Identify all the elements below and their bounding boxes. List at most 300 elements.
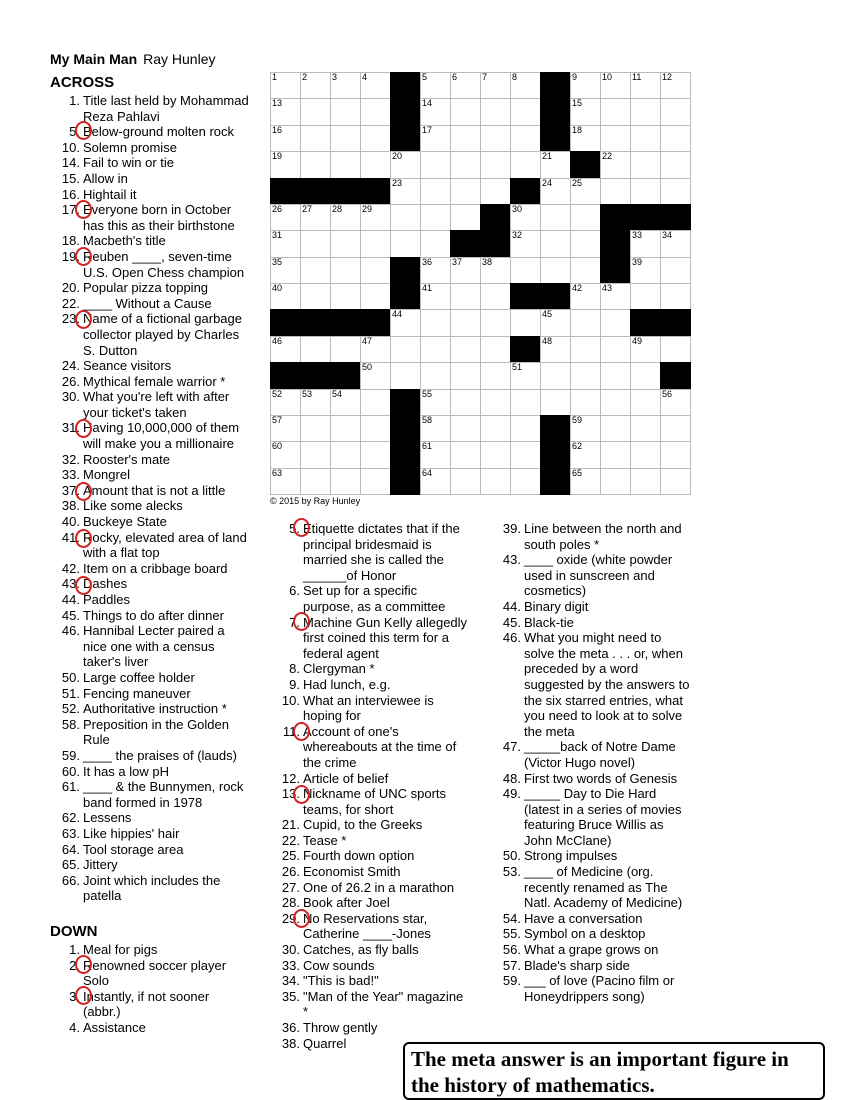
grid-cell[interactable] — [450, 283, 481, 310]
clue-line: "Man of the Year" magazine — [303, 988, 464, 1004]
down-clue — [270, 817, 492, 833]
clue-line: the meta — [524, 723, 575, 739]
cell-number: 33 — [632, 230, 643, 241]
grid-cell[interactable] — [360, 389, 391, 416]
grid-cell[interactable] — [630, 283, 661, 310]
grid-cell[interactable] — [480, 98, 511, 125]
grid-cell[interactable] — [660, 336, 691, 363]
grid-cell[interactable] — [510, 257, 541, 284]
clue-text — [303, 693, 492, 724]
grid-cell[interactable] — [270, 441, 301, 468]
grid-cell[interactable] — [480, 257, 511, 284]
grid-cell[interactable] — [480, 389, 511, 416]
across-clue — [50, 686, 268, 702]
clue-line: Macbeth's title — [83, 233, 166, 249]
clue-number: 62. — [61, 810, 80, 826]
clue-number: 42. — [61, 560, 80, 576]
grid-cell[interactable] — [360, 441, 391, 468]
clue-line: What a grape grows on — [524, 942, 659, 958]
grid-cell[interactable] — [630, 362, 661, 389]
grid-cell[interactable] — [480, 125, 511, 152]
grid-cell[interactable] — [660, 230, 691, 257]
clue-line: Throw gently — [303, 1020, 378, 1035]
clue-number: 50. — [502, 848, 521, 864]
grid-cell[interactable] — [420, 415, 451, 442]
grid-cell[interactable] — [270, 125, 301, 152]
grid-cell[interactable] — [270, 151, 301, 178]
grid-cell[interactable] — [420, 151, 451, 178]
grid-cell[interactable] — [510, 415, 541, 442]
grid-cell[interactable] — [480, 309, 511, 336]
grid-cell[interactable] — [450, 151, 481, 178]
clue-line: ____ & the Bunnymen, rock — [83, 779, 244, 795]
clue-text — [303, 864, 492, 880]
grid-cell[interactable] — [420, 257, 451, 284]
grid-cell[interactable] — [480, 468, 511, 495]
clue-text — [83, 420, 268, 451]
clue-number: 54. — [502, 910, 521, 926]
grid-cell[interactable] — [330, 336, 361, 363]
grid-cell[interactable] — [570, 468, 601, 495]
grid-cell[interactable] — [360, 468, 391, 495]
down-clue — [491, 552, 711, 599]
grid-cell[interactable] — [540, 151, 571, 178]
clue-line: solve the meta . . . or, when — [524, 645, 683, 661]
grid-cell[interactable] — [420, 283, 451, 310]
clue-text — [524, 630, 711, 739]
clue-text — [83, 140, 268, 156]
clue-line: federal agent — [303, 645, 379, 661]
clue-number: 4. — [69, 1019, 80, 1035]
cell-number: 1 — [272, 72, 278, 82]
grid-cell[interactable] — [390, 230, 421, 257]
grid-cell[interactable] — [300, 72, 331, 99]
down-clue — [491, 864, 711, 911]
grid-cell[interactable] — [480, 72, 511, 99]
clue-line: Binary digit — [524, 598, 589, 614]
grid-cell[interactable] — [360, 336, 391, 363]
grid-cell[interactable] — [450, 204, 481, 231]
clue-line: Preposition in the Golden — [83, 716, 229, 732]
clue-line: purpose, as a committee — [303, 598, 446, 614]
grid-cell[interactable] — [630, 415, 661, 442]
clue-text — [303, 895, 492, 911]
grid-cell[interactable] — [330, 125, 361, 152]
cell-number: 29 — [362, 203, 373, 214]
grid-cell[interactable] — [300, 204, 331, 231]
grid-cell[interactable] — [420, 389, 451, 416]
grid-cell[interactable] — [360, 283, 391, 310]
across-clue — [50, 452, 268, 468]
grid-cell[interactable] — [300, 336, 331, 363]
grid-cell[interactable] — [600, 309, 631, 336]
grid-cell[interactable] — [570, 336, 601, 363]
grid-cell[interactable] — [270, 468, 301, 495]
grid-cell[interactable] — [480, 283, 511, 310]
grid-cell[interactable] — [270, 389, 301, 416]
grid-cell[interactable] — [300, 283, 331, 310]
grid-cell[interactable] — [480, 415, 511, 442]
grid-cell[interactable] — [540, 309, 571, 336]
clue-line: teams, for short — [303, 801, 394, 817]
grid-cell[interactable] — [600, 125, 631, 152]
grid-cell[interactable] — [630, 257, 661, 284]
grid-cell[interactable] — [450, 257, 481, 284]
grid-cell[interactable] — [540, 204, 571, 231]
grid-cell[interactable] — [630, 230, 661, 257]
grid-cell[interactable] — [270, 230, 301, 257]
grid-cell[interactable] — [510, 204, 541, 231]
clue-text — [83, 826, 268, 842]
grid-cell[interactable] — [420, 230, 451, 257]
grid-cell[interactable] — [540, 389, 571, 416]
grid-cell[interactable] — [360, 125, 391, 152]
clue-line: Catherine ____-Jones — [303, 926, 431, 942]
grid-cell[interactable] — [570, 362, 601, 389]
clue-text — [83, 958, 268, 989]
cell-number: 32 — [512, 230, 523, 241]
clue-number: 8. — [289, 661, 300, 677]
grid-cell[interactable] — [360, 230, 391, 257]
clue-line: Rooster's mate — [83, 451, 171, 467]
clue-number: 63. — [61, 825, 80, 841]
grid-cell[interactable] — [600, 72, 631, 99]
meta-answer-note: The meta answer is an important figure in the history of mathematics. — [403, 1042, 825, 1100]
clue-text — [83, 530, 268, 561]
grid-cell[interactable] — [510, 441, 541, 468]
grid-cell[interactable] — [630, 389, 661, 416]
clue-text — [303, 771, 492, 787]
grid-cell[interactable] — [420, 125, 451, 152]
grid-cell[interactable] — [540, 336, 571, 363]
grid-cell[interactable] — [540, 178, 571, 205]
clue-line: Set up for a specific — [303, 583, 418, 599]
grid-cell[interactable] — [660, 72, 691, 99]
clue-number: 20. — [61, 280, 80, 296]
grid-cell[interactable] — [630, 441, 661, 468]
grid-cell[interactable] — [450, 98, 481, 125]
grid-cell[interactable] — [300, 389, 331, 416]
clue-number: 3. — [69, 988, 80, 1004]
grid-cell[interactable] — [330, 151, 361, 178]
grid-cell[interactable] — [360, 204, 391, 231]
grid-cell[interactable] — [600, 98, 631, 125]
clue-text — [83, 202, 268, 233]
clue-number: 13. — [281, 786, 300, 802]
grid-cell[interactable] — [600, 362, 631, 389]
clue-number: 46. — [61, 623, 80, 639]
grid-cell[interactable] — [570, 72, 601, 99]
cell-number: 45 — [542, 309, 553, 320]
grid-cell[interactable] — [420, 178, 451, 205]
grid-cell[interactable] — [300, 125, 331, 152]
grid-cell[interactable] — [270, 98, 301, 125]
grid-cell[interactable] — [600, 151, 631, 178]
clue-text — [303, 615, 492, 662]
grid-cell[interactable] — [390, 309, 421, 336]
block-cell — [330, 362, 361, 389]
grid-cell[interactable] — [570, 257, 601, 284]
down-clue-list-3 — [491, 521, 711, 1004]
grid-cell[interactable] — [510, 468, 541, 495]
grid-cell[interactable] — [660, 468, 691, 495]
grid-cell[interactable] — [660, 178, 691, 205]
grid-cell[interactable] — [480, 441, 511, 468]
cell-number: 63 — [272, 467, 283, 478]
cell-number: 19 — [272, 151, 283, 162]
grid-cell[interactable] — [330, 257, 361, 284]
clue-line: Amount that is not a little — [83, 482, 226, 498]
grid-cell[interactable] — [450, 125, 481, 152]
grid-cell[interactable] — [630, 125, 661, 152]
cell-number: 58 — [422, 414, 433, 425]
grid-cell[interactable] — [270, 415, 301, 442]
clue-text — [83, 873, 268, 904]
grid-cell[interactable] — [300, 151, 331, 178]
clue-number: 37. — [61, 482, 80, 498]
cell-number: 38 — [482, 256, 493, 267]
across-clue — [50, 764, 268, 780]
grid-cell[interactable] — [630, 336, 661, 363]
block-cell — [390, 125, 421, 152]
grid-cell[interactable] — [420, 362, 451, 389]
clue-text — [524, 599, 711, 615]
clue-line: has this as their birthstone — [83, 217, 235, 233]
grid-cell[interactable] — [300, 257, 331, 284]
grid-cell[interactable] — [600, 336, 631, 363]
grid-cell[interactable] — [480, 178, 511, 205]
clue-text — [83, 561, 268, 577]
grid-cell[interactable] — [360, 151, 391, 178]
clue-line: Having 10,000,000 of them — [83, 420, 240, 436]
clue-line: Natl. Academy of Medicine) — [524, 895, 683, 911]
grid-cell[interactable] — [270, 257, 301, 284]
grid-cell[interactable] — [660, 283, 691, 310]
grid-cell[interactable] — [390, 204, 421, 231]
grid-cell[interactable] — [450, 309, 481, 336]
puzzle-name: My Main Man — [50, 51, 138, 67]
grid-cell[interactable] — [510, 309, 541, 336]
clue-line: married she is called the — [303, 552, 444, 568]
clue-line: taker's liver — [83, 654, 149, 670]
clue-line: Cow sounds — [303, 957, 375, 973]
clue-text — [83, 608, 268, 624]
clue-text — [83, 93, 268, 124]
clue-text — [524, 958, 711, 974]
red-circle-mark — [293, 785, 310, 804]
clue-text — [83, 810, 268, 826]
grid-cell[interactable] — [600, 178, 631, 205]
grid-cell[interactable] — [360, 98, 391, 125]
grid-cell[interactable] — [450, 362, 481, 389]
grid-cell[interactable] — [450, 72, 481, 99]
grid-cell[interactable] — [480, 151, 511, 178]
grid-cell[interactable] — [630, 468, 661, 495]
grid-cell[interactable] — [630, 151, 661, 178]
grid-cell[interactable] — [660, 125, 691, 152]
clue-line: ____ oxide (white powder — [524, 552, 673, 568]
grid-cell[interactable] — [330, 468, 361, 495]
grid-cell[interactable] — [450, 389, 481, 416]
grid-cell[interactable] — [570, 389, 601, 416]
grid-cell[interactable] — [570, 98, 601, 125]
grid-cell[interactable] — [630, 98, 661, 125]
grid-cell[interactable] — [390, 336, 421, 363]
grid-cell[interactable] — [360, 72, 391, 99]
clue-line: John McClane) — [524, 832, 612, 848]
cell-number: 53 — [302, 388, 313, 399]
grid-cell[interactable] — [510, 98, 541, 125]
down-clue — [270, 973, 492, 989]
grid-cell[interactable] — [390, 362, 421, 389]
grid-cell[interactable] — [540, 362, 571, 389]
grid-cell[interactable] — [360, 257, 391, 284]
grid-cell[interactable] — [570, 230, 601, 257]
grid-cell[interactable] — [300, 230, 331, 257]
grid-cell[interactable] — [570, 204, 601, 231]
grid-cell[interactable] — [450, 415, 481, 442]
grid-cell[interactable] — [600, 441, 631, 468]
clue-text — [524, 848, 711, 864]
clue-line: collector played by Charles — [83, 326, 240, 342]
grid-cell[interactable] — [510, 151, 541, 178]
clue-line: patella — [83, 888, 122, 904]
grid-cell[interactable] — [270, 336, 301, 363]
clue-text — [83, 155, 268, 171]
down-clue — [270, 880, 492, 896]
grid-cell[interactable] — [420, 98, 451, 125]
block-cell — [540, 283, 571, 310]
clue-text — [83, 623, 268, 670]
across-clue — [50, 608, 268, 624]
grid-cell[interactable] — [600, 283, 631, 310]
across-clue — [50, 623, 268, 670]
grid-cell[interactable] — [480, 336, 511, 363]
grid-cell[interactable] — [660, 98, 691, 125]
grid-cell[interactable] — [510, 230, 541, 257]
grid-cell[interactable] — [330, 283, 361, 310]
clue-line: Fencing maneuver — [83, 685, 191, 701]
grid-cell[interactable] — [300, 415, 331, 442]
grid-cell[interactable] — [600, 468, 631, 495]
grid-cell[interactable] — [510, 125, 541, 152]
cell-number: 27 — [302, 203, 313, 214]
grid-cell[interactable] — [420, 441, 451, 468]
clue-number: 49. — [502, 786, 521, 802]
clue-number: 58. — [61, 716, 80, 732]
clue-number: 5. — [289, 521, 300, 536]
grid-cell[interactable] — [450, 441, 481, 468]
grid-cell[interactable] — [600, 389, 631, 416]
grid-cell[interactable] — [660, 257, 691, 284]
grid-cell[interactable] — [420, 336, 451, 363]
grid-cell[interactable] — [300, 468, 331, 495]
grid-cell[interactable] — [510, 362, 541, 389]
clue-text — [83, 989, 268, 1020]
grid-cell[interactable] — [330, 204, 361, 231]
clue-line: band formed in 1978 — [83, 794, 203, 810]
grid-cell[interactable] — [660, 441, 691, 468]
grid-cell[interactable] — [450, 336, 481, 363]
grid-cell[interactable] — [510, 389, 541, 416]
clue-text — [303, 1020, 492, 1036]
clue-line: Hightail it — [83, 186, 137, 202]
block-cell — [600, 257, 631, 284]
puzzle-title — [50, 51, 216, 67]
grid-cell[interactable] — [390, 178, 421, 205]
grid-cell[interactable] — [660, 415, 691, 442]
grid-cell[interactable] — [570, 178, 601, 205]
grid-cell[interactable] — [420, 309, 451, 336]
grid-cell[interactable] — [330, 415, 361, 442]
grid-cell[interactable] — [270, 204, 301, 231]
clue-number: 43. — [61, 576, 80, 592]
grid-cell[interactable] — [270, 283, 301, 310]
cell-number: 6 — [452, 72, 458, 82]
grid-cell[interactable] — [570, 441, 601, 468]
clue-line: Like hippies' hair — [83, 825, 180, 841]
grid-cell[interactable] — [420, 204, 451, 231]
clue-line: nice one with a census — [83, 638, 215, 654]
grid-cell[interactable] — [330, 72, 361, 99]
clue-text — [83, 374, 268, 390]
grid-cell[interactable] — [630, 178, 661, 205]
cell-number: 57 — [272, 414, 283, 425]
grid-cell[interactable] — [300, 98, 331, 125]
grid-cell[interactable] — [330, 230, 361, 257]
grid-cell[interactable] — [300, 441, 331, 468]
grid-cell[interactable] — [450, 468, 481, 495]
grid-cell[interactable] — [570, 415, 601, 442]
grid-cell[interactable] — [420, 468, 451, 495]
grid-cell[interactable] — [660, 389, 691, 416]
grid-cell[interactable] — [630, 72, 661, 99]
block-cell — [540, 98, 571, 125]
cell-number: 22 — [602, 151, 613, 162]
clue-line: Solemn promise — [83, 139, 177, 155]
grid-cell[interactable] — [600, 415, 631, 442]
grid-cell[interactable] — [570, 309, 601, 336]
grid-cell[interactable] — [540, 230, 571, 257]
grid-cell[interactable] — [360, 415, 391, 442]
clue-line: Things to do after dinner — [83, 607, 224, 623]
grid-cell[interactable] — [480, 362, 511, 389]
grid-cell[interactable] — [330, 98, 361, 125]
block-cell — [540, 72, 571, 99]
grid-cell[interactable] — [540, 257, 571, 284]
grid-cell[interactable] — [270, 72, 301, 99]
grid-cell[interactable] — [420, 72, 451, 99]
grid-cell[interactable] — [510, 72, 541, 99]
grid-cell[interactable] — [570, 283, 601, 310]
grid-cell[interactable] — [570, 125, 601, 152]
across-clue — [50, 748, 268, 764]
down-clue — [491, 911, 711, 927]
grid-cell[interactable] — [390, 151, 421, 178]
grid-cell[interactable] — [660, 151, 691, 178]
clue-number: 22. — [61, 295, 80, 311]
grid-cell[interactable] — [330, 389, 361, 416]
clue-line: Fourth down option — [303, 848, 415, 864]
clue-line: It has a low pH — [83, 763, 169, 779]
grid-cell[interactable] — [330, 441, 361, 468]
grid-cell[interactable] — [360, 362, 391, 389]
clue-line: Seance visitors — [83, 358, 172, 374]
red-circle-mark — [75, 955, 92, 974]
grid-cell[interactable] — [450, 178, 481, 205]
clue-line: Article of belief — [303, 770, 389, 786]
clue-line: Tool storage area — [83, 841, 184, 857]
